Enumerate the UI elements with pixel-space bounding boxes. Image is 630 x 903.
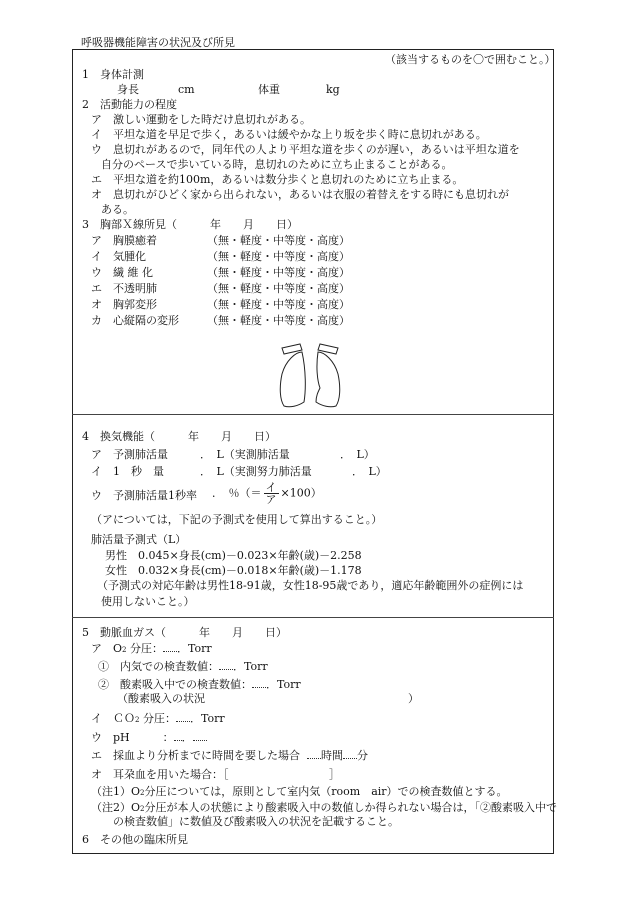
note-2-subscript: 2 <box>140 805 145 813</box>
section-2-heading: 2 活動能力の程度 <box>82 98 177 111</box>
xray-item-label: エ 不透明肺 <box>91 282 157 295</box>
pco2-label: イ ＣＯ <box>91 712 135 725</box>
measured-fvc-value: ． L） <box>352 465 387 478</box>
activity-u-line1: ウ 息切れがあるので，同年代の人より平坦な道を歩くのが遅い，あるいは平坦な道を <box>91 143 520 156</box>
note-1 <box>91 785 508 800</box>
ratio-fraction <box>264 482 279 505</box>
po2-row <box>91 642 212 657</box>
formula-title: 肺活量予測式（L） <box>91 533 187 546</box>
blank-field[interactable] <box>343 749 357 759</box>
po2-subscript: 2 <box>122 646 127 654</box>
measured-vc-value: ． L） <box>340 448 375 461</box>
ph-label: ウ pH ： <box>91 731 174 744</box>
section-divider <box>72 414 554 415</box>
fev1-ratio-value: ． ％（＝ <box>212 486 262 500</box>
lung-diagram-icon <box>272 340 352 412</box>
decimal-dot: ． <box>181 731 193 744</box>
section-4-heading: 4 換気機能（ 年 月 日） <box>82 430 276 443</box>
minute-label: 分 <box>357 749 368 762</box>
note-1-text: 分圧については，原則として室内気（room air）での検査数値とする。 <box>144 785 508 798</box>
fev1-label: イ 1 秒 量 <box>91 465 164 478</box>
xray-item-label: ア 胸膜癒着 <box>91 234 157 247</box>
page-title: 呼吸器機能障害の状況及び所見 <box>81 36 235 49</box>
po2-oxygen <box>98 678 301 691</box>
activity-e: エ 平坦な道を約100m，あるいは数分歩くと息切れのために立ち止まる。 <box>91 173 464 186</box>
weight-label: 体重 <box>258 83 280 96</box>
ph-row <box>91 731 207 744</box>
note-2-prefix: （注2）O <box>91 801 141 814</box>
circle-instruction: （該当するものを〇で囲むこと。） <box>385 53 556 66</box>
pco2-row <box>91 712 225 727</box>
fraction-denominator: ア <box>265 493 277 506</box>
formula-female: 女性 0.032×身長(cm)－0.018×年齢(歳)－1.178 <box>105 564 362 577</box>
xray-item-scale: （無・軽度・中等度・高度） <box>207 282 350 295</box>
analysis-time-row <box>91 749 368 762</box>
blank-field[interactable] <box>174 731 182 741</box>
po2-oxygen-label: ② 酸素吸入中での検査数値： <box>98 678 252 691</box>
xray-item-label: カ 心縦隔の変形 <box>91 314 179 327</box>
fraction-numerator: イ <box>265 481 277 494</box>
fev1-ratio-label: ウ 予測肺活量1秒率 <box>91 489 197 502</box>
decimal-dot: ． <box>189 712 201 725</box>
section-6-heading: 6 その他の臨床所見 <box>82 833 188 846</box>
activity-o-line2: ある。 <box>101 203 134 216</box>
section-divider <box>72 617 554 618</box>
fev1-value: ． L（実測努力肺活量 <box>200 465 312 478</box>
earlobe-blood-close: ］ <box>329 768 340 781</box>
unit-torr: Torr <box>188 642 212 655</box>
note-2-line2: の検査数値」に数値及び酸素吸入の状況を記載すること。 <box>113 815 399 828</box>
analysis-time-label: エ 採血より分析までに時間を要した場合 <box>91 749 300 762</box>
xray-item-label: オ 胸郭変形 <box>91 298 157 311</box>
section-5-heading: 5 動脈血ガス（ 年 月 日） <box>82 626 287 639</box>
oxygen-status-label: （酸素吸入の状況 <box>117 692 205 705</box>
xray-item-label: イ 気腫化 <box>91 250 146 263</box>
decimal-dot: ． <box>233 660 244 673</box>
note-1-prefix: （注1）O <box>91 785 141 798</box>
activity-a: ア 激しい運動をした時だけ息切れがある。 <box>91 113 311 126</box>
unit-torr: Torr <box>277 678 301 691</box>
xray-item-label: ウ 繊 維 化 <box>91 266 153 279</box>
blank-field[interactable] <box>252 678 266 688</box>
unit-torr: Torr <box>200 712 225 725</box>
note-2 <box>91 801 557 816</box>
po2-label: ア O <box>91 642 123 655</box>
blank-field[interactable] <box>307 749 321 759</box>
note-2-text: 分圧が本人の状態により酸素吸入中の数値しか得られない場合は，「②酸素吸入中で <box>144 801 557 814</box>
activity-o-line1: オ 息切れがひどく家から出られない，あるいは衣服の着替えをする時にも息切れが <box>91 188 509 201</box>
xray-item-scale: （無・軽度・中等度・高度） <box>207 298 350 311</box>
po2-pressure-label: 分圧： <box>130 642 163 655</box>
pco2-pressure-label: 分圧： <box>142 712 176 725</box>
weight-unit: kg <box>326 83 340 96</box>
height-label: 身長 <box>117 83 139 96</box>
formula-note-line1: （予測式の対応年齢は男性18-91歳，女性18-95歳であり，適応年齢範囲外の症例には <box>97 579 524 592</box>
fraction-multiplier: ×100） <box>280 486 322 500</box>
predicted-vc-value: ． L（実測肺活量 <box>200 448 290 461</box>
decimal-dot: ． <box>177 642 188 655</box>
blank-field[interactable] <box>219 660 233 670</box>
xray-item-scale: （無・軽度・中等度・高度） <box>207 266 350 279</box>
formula-instruction: （アについては，下記の予測式を使用して算出すること。） <box>91 513 383 526</box>
xray-item-scale: （無・軽度・中等度・高度） <box>207 234 350 247</box>
earlobe-blood-label: オ 耳朶血を用いた場合：［ <box>91 768 229 781</box>
xray-item-scale: （無・軽度・中等度・高度） <box>207 314 350 327</box>
height-unit: cm <box>178 83 195 96</box>
section-3-heading: 3 胸部Ｘ線所見（ 年 月 日） <box>82 218 298 231</box>
formula-note-line2: 使用しないこと。） <box>101 595 195 608</box>
pco2-subscript: 2 <box>135 716 140 724</box>
xray-item-scale: （無・軽度・中等度・高度） <box>207 250 350 263</box>
activity-u-line2: 自分のペースで歩いている時，息切れのために立ち止まることがある。 <box>101 158 453 171</box>
po2-room-air-label: ① 内気での検査数値： <box>98 660 219 673</box>
po2-room-air <box>98 660 268 673</box>
section-1-heading: 1 身体計測 <box>82 68 144 81</box>
formula-male: 男性 0.045×身長(cm)－0.023×年齢(歳)－2.258 <box>105 549 362 562</box>
unit-torr: Torr <box>244 660 268 673</box>
note-1-subscript: 2 <box>140 789 145 797</box>
predicted-vc-label: ア 予測肺活量 <box>91 448 168 461</box>
blank-field[interactable] <box>176 712 190 722</box>
activity-i: イ 平坦な道を早足で歩く，あるいは緩やかな上り坂を歩く時に息切れがある。 <box>91 128 487 141</box>
blank-field[interactable] <box>193 731 207 741</box>
decimal-dot: ． <box>266 678 277 691</box>
oxygen-status-close: ） <box>408 692 419 705</box>
fev1-ratio-formula <box>212 482 322 505</box>
hour-label: 時間 <box>321 749 343 762</box>
blank-field[interactable] <box>163 642 177 652</box>
